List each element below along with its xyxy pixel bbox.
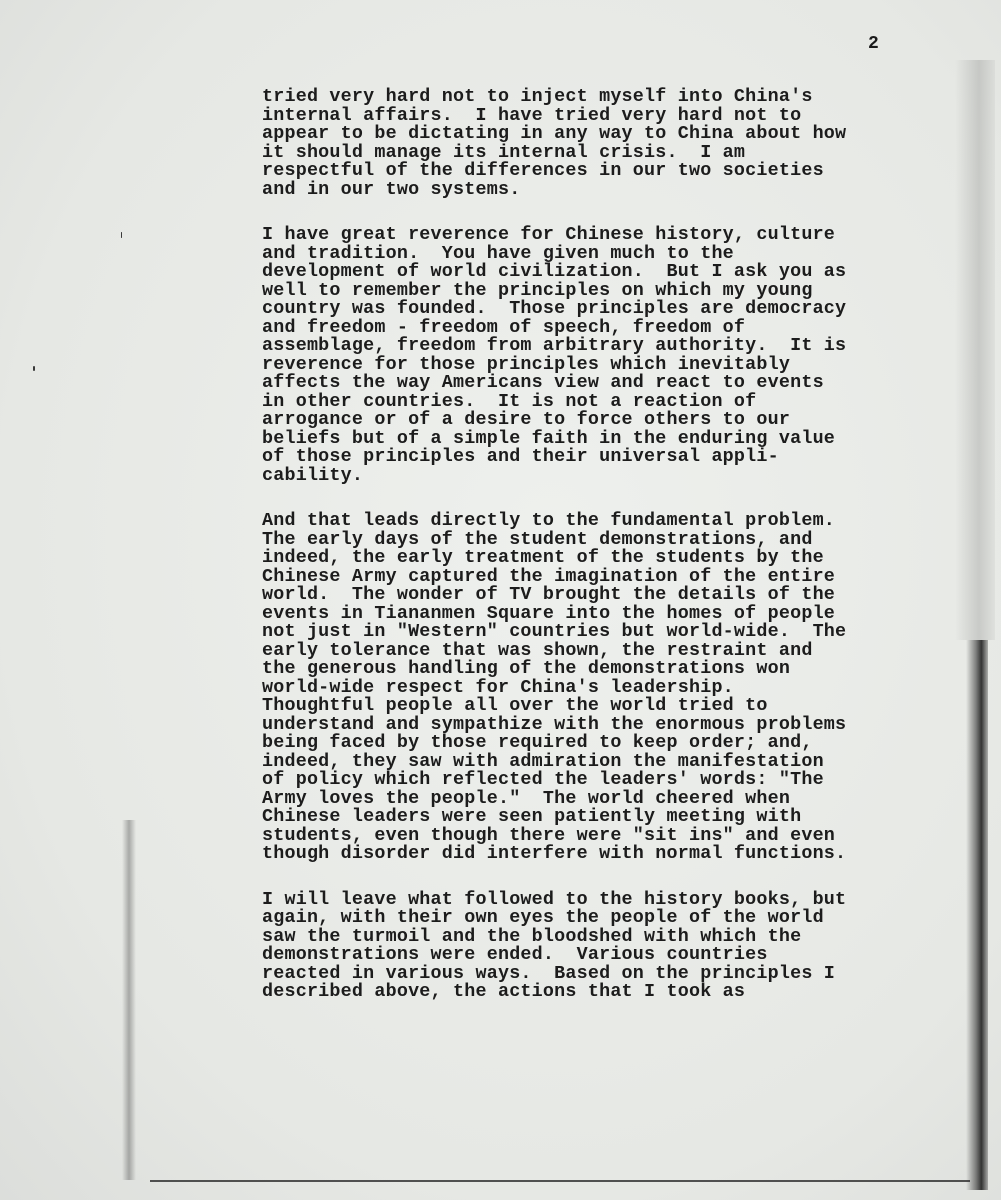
text-line: demonstrations were ended. Various countries bbox=[262, 944, 768, 965]
text-line: beliefs but of a simple faith in the enduring value bbox=[262, 427, 836, 449]
text-line: students, even though there were "sit ins" and even bbox=[262, 824, 836, 846]
text-line: indeed, the early treatment of the students by the bbox=[262, 547, 824, 568]
text-line: indeed, they saw with admiration the manifestation bbox=[262, 750, 824, 772]
paragraph bbox=[262, 512, 902, 864]
text-line: assemblage, freedom from arbitrary authority. It is bbox=[262, 335, 847, 356]
text-line: And that leads directly to the fundamental problem. bbox=[262, 510, 836, 531]
text-line: Chinese Army captured the imagination of the entire bbox=[262, 565, 836, 587]
text-line: I will leave what followed to the history books, but bbox=[262, 888, 847, 910]
text-line: described above, the actions that I took as bbox=[262, 981, 746, 1002]
text-line: understand and sympathize with the enormous problems bbox=[262, 713, 847, 735]
text-line: events in Tiananmen Square into the homes of people bbox=[262, 602, 836, 624]
scan-shadow-left bbox=[122, 820, 136, 1180]
text-line: The early days of the student demonstrations, and bbox=[262, 528, 813, 550]
letter-body bbox=[262, 88, 902, 1029]
paragraph bbox=[262, 226, 902, 485]
text-line: of those principles and their universal appli- bbox=[262, 446, 779, 467]
text-line: respectful of the differences in our two societies bbox=[262, 160, 824, 181]
text-line: world-wide respect for China's leadership. bbox=[262, 676, 734, 698]
scan-speck bbox=[33, 366, 35, 371]
paragraph bbox=[262, 888, 902, 1002]
text-line: cability. bbox=[262, 464, 364, 486]
text-line: country was founded. Those principles are democracy bbox=[262, 298, 847, 319]
text-line: and tradition. You have given much to the bbox=[262, 242, 734, 264]
page-bottom-edge bbox=[150, 1180, 970, 1182]
scan-shadow-right-upper bbox=[955, 60, 995, 640]
text-line: Thoughtful people all over the world tried to bbox=[262, 695, 768, 716]
text-line: I have great reverence for Chinese history, culture bbox=[262, 224, 836, 245]
text-line: Chinese leaders were seen patiently meeting with bbox=[262, 806, 802, 827]
text-line: it should manage its internal crisis. I am bbox=[262, 141, 746, 163]
text-line: well to remember the principles on which my young bbox=[262, 279, 813, 301]
text-line: again, with their own eyes the people of the world bbox=[262, 907, 824, 928]
scan-speck bbox=[121, 232, 122, 238]
text-line: internal affairs. I have tried very hard not to bbox=[262, 104, 802, 126]
text-line: being faced by those required to keep order; and, bbox=[262, 732, 813, 753]
text-line: and freedom - freedom of speech, freedom of bbox=[262, 316, 746, 338]
text-line: arrogance or of a desire to force others to our bbox=[262, 409, 791, 430]
text-line: of policy which reflected the leaders' words: "The bbox=[262, 769, 824, 790]
page-number: 2 bbox=[868, 34, 880, 54]
text-line: in other countries. It is not a reaction of bbox=[262, 390, 757, 412]
text-line: reverence for those principles which inevitably bbox=[262, 353, 791, 375]
text-line: and in our two systems. bbox=[262, 178, 521, 200]
text-line: reacted in various ways. Based on the principles I bbox=[262, 962, 836, 984]
text-line: the generous handling of the demonstrations won bbox=[262, 658, 791, 679]
text-line: saw the turmoil and the bloodshed with which the bbox=[262, 925, 802, 947]
paragraph bbox=[262, 88, 902, 199]
text-line: appear to be dictating in any way to China about how bbox=[262, 123, 847, 144]
text-line: Army loves the people." The world cheered when bbox=[262, 787, 791, 809]
text-line: not just in "Western" countries but world-wide. The bbox=[262, 621, 847, 642]
text-line: tried very hard not to inject myself into China's bbox=[262, 86, 813, 107]
text-line: affects the way Americans view and react to events bbox=[262, 372, 824, 393]
scan-shadow-right bbox=[966, 640, 988, 1190]
text-line: though disorder did interfere with normal functions. bbox=[262, 843, 847, 864]
text-line: development of world civilization. But I ask you as bbox=[262, 261, 847, 282]
text-line: world. The wonder of TV brought the details of the bbox=[262, 584, 836, 605]
text-line: early tolerance that was shown, the restraint and bbox=[262, 639, 813, 661]
